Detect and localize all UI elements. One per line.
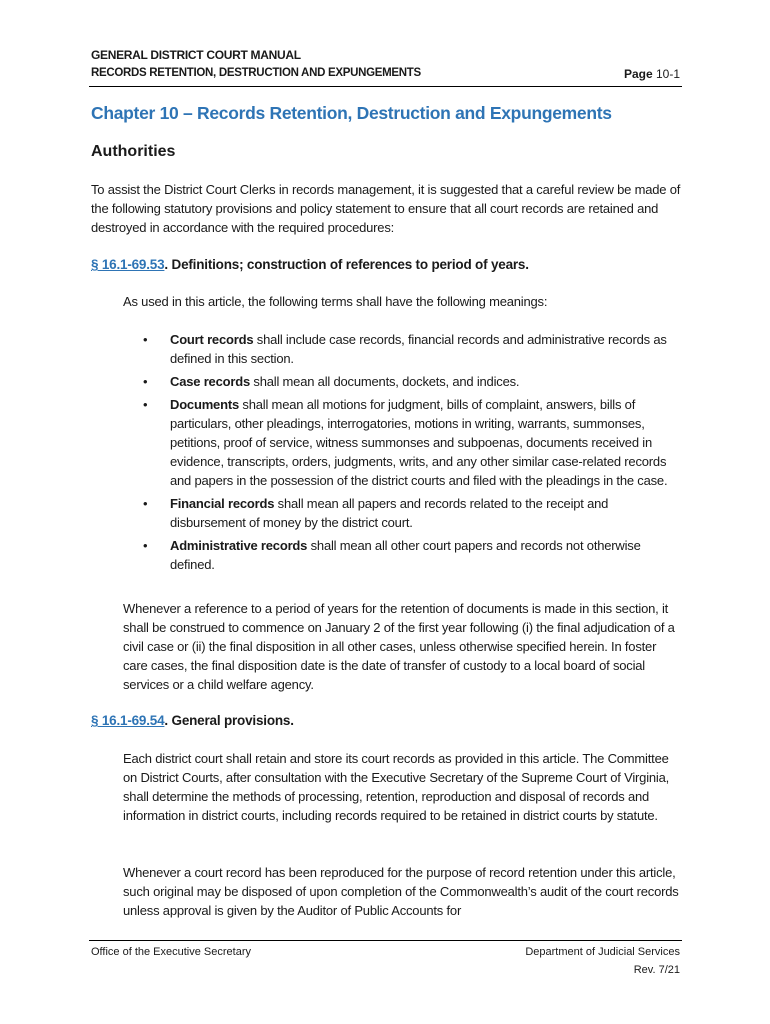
definition-text: shall include case records, financial records and administrative records as defined in this section. bbox=[170, 332, 667, 366]
header-rule bbox=[89, 86, 682, 87]
definition-text: shall mean all documents, dockets, and indices. bbox=[249, 374, 520, 389]
footer-office: Office of the Executive Secretary bbox=[91, 946, 251, 958]
definition-term: Financial records bbox=[170, 496, 275, 511]
reproduction-paragraph: Whenever a court record has been reproduced for the purpose of record retention under this article, such original may be disposed of upon completion of the Commonwealth’s audit of the court records unless approval is given by the Auditor of Public Accounts for bbox=[123, 865, 679, 918]
definition-item bbox=[123, 395, 683, 490]
page-label: Page bbox=[623, 67, 653, 81]
intro-paragraph: To assist the District Court Clerks in records management, it is suggested that a careful review be made of the following statutory provisions and policy statement to ensure that all court records are retained and destroyed in accordance with the required procedures: bbox=[91, 182, 681, 235]
definition-item bbox=[123, 536, 683, 574]
section-title: . General provisions. bbox=[164, 713, 294, 728]
definition-text: shall mean all other court papers and records not otherwise defined. bbox=[170, 538, 641, 572]
header-manual-title: GENERAL DISTRICT COURT MANUAL bbox=[91, 48, 301, 62]
bullet-icon: • bbox=[143, 496, 148, 511]
bullet-icon: • bbox=[143, 374, 148, 389]
definitions-list bbox=[123, 330, 683, 578]
definition-term: Case records bbox=[170, 374, 250, 389]
bullet-icon: • bbox=[143, 332, 148, 347]
bullet-icon: • bbox=[143, 397, 148, 412]
definition-term: Court records bbox=[170, 332, 254, 347]
definition-term: Administrative records bbox=[170, 538, 308, 553]
definition-term: Documents bbox=[170, 397, 239, 412]
statute-link-16-1-69-54[interactable]: § 16.1-69.54 bbox=[91, 713, 165, 728]
section-heading-16-1-69-54 bbox=[91, 713, 294, 728]
chapter-title: Chapter 10 – Records Retention, Destruction and Expungements bbox=[91, 103, 612, 123]
authorities-heading: Authorities bbox=[91, 143, 176, 160]
definition-item bbox=[123, 330, 683, 368]
definition-text: shall mean all papers and records related to the receipt and disbursement of money by the district court. bbox=[170, 496, 609, 530]
retention-period-paragraph: Whenever a reference to a period of years for the retention of documents is made in this section, it shall be construed to commence on January 2 of the first year following (i) the final adjudication of a civil case or (ii) the final disposition in all other cases, unless otherwise specified herein. In foster care cases, the final disposition date is the date of transfer of custody to a local board of social services or a child welfare agency. bbox=[123, 601, 675, 692]
definition-text: shall mean all motions for judgment, bills of complaint, answers, bills of particulars, other pleadings, interrogatories, motions in writing, warrants, summonses, petitions, proof of service, witness summonses and subpoenas, documents received in evidence, transcripts, orders, judgments, writs, and any other similar case-related records and papers in the possession of the district courts and filed with the pleadings in the case. bbox=[170, 397, 668, 488]
footer-department: Department of Judicial Services bbox=[525, 946, 680, 958]
bullet-icon: • bbox=[143, 538, 148, 553]
section-title: . Definitions; construction of references to period of years. bbox=[164, 257, 529, 272]
definition-item bbox=[123, 494, 683, 532]
section-heading-16-1-69-53 bbox=[91, 257, 529, 272]
header-chapter-subject: RECORDS RETENTION, DESTRUCTION AND EXPUNGEMENTS bbox=[91, 67, 421, 79]
definitions-intro: As used in this article, the following terms shall have the following meanings: bbox=[123, 294, 548, 309]
footer-rule bbox=[89, 940, 682, 941]
page-number: 10-1 bbox=[655, 67, 680, 81]
footer-revision: Rev. 7/21 bbox=[633, 964, 680, 976]
definition-item bbox=[123, 372, 683, 391]
header-page-number bbox=[624, 67, 680, 81]
statute-link-16-1-69-53[interactable]: § 16.1-69.53 bbox=[91, 257, 165, 272]
general-provisions-paragraph: Each district court shall retain and store its court records as provided in this article. The Committee on District Courts, after consultation with the Executive Secretary of the Supreme Court of Virginia, shall determine the methods of processing, retention, reproduction and disposal of records and information in district courts, including records required to be retained in district courts by statute. bbox=[123, 751, 670, 823]
